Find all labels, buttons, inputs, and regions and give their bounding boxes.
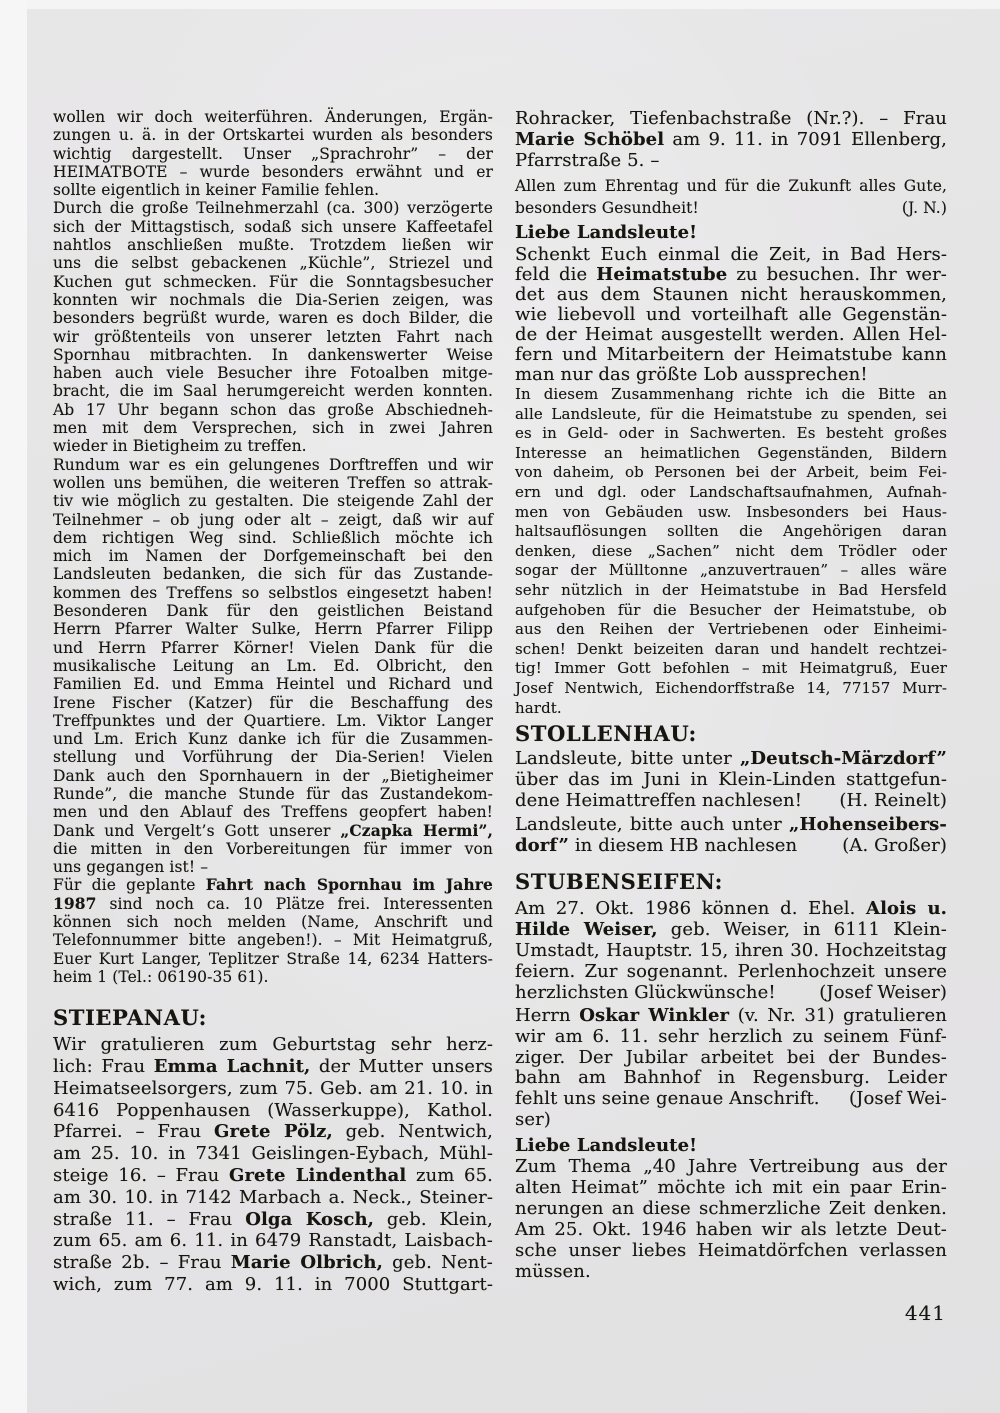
paragraph [53,1034,493,1296]
text-line: Am 27. Okt. 1986 können d. Ehel. Alois u. [515,898,948,920]
text-line: sche unser liebes Heimatdörfchen verlassen [515,1239,947,1261]
text-line: fehlt uns seine genaue Anschrift. (Josef Wei- [515,1088,947,1110]
text-line: alle Landsleute, für die Heimatstube zu spenden, sei [515,404,947,423]
paragraph [53,199,493,455]
text-line: aus den Reihen der Vertriebenen oder Einheimi- [515,620,947,639]
text-line: Zum Thema „40 Jahre Vertreibung aus der [515,1155,947,1177]
text-line: schen! Denkt beizeiten daran und handelt rechtzei- [515,639,947,658]
text-line: Durch die große Teilnehmerzahl (ca. 300) verzögerte [53,199,493,218]
text-line: uns gegangen ist! – [53,858,209,877]
text-line: und Herrn Pfarrer Körner! Vielen Dank für die [53,638,493,657]
text-line: straße 11. – Frau Olga Kosch, geb. Klein, [53,1208,493,1230]
text-line: men und den Ablauf des Treffens geopfert haben! [53,803,493,822]
text-line: können sich noch melden (Name, Anschrift und [53,913,493,932]
text-line: und Lm. Erich Kunz danke ich für die Zusammen- [53,730,493,749]
text-line: Hilde Weiser, geb. Weiser, in 6111 Klein- [515,919,947,941]
text-line: de der Heimat ausgestellt werden. Allen Hel- [515,324,947,345]
text-line: Irene Fischer (Katzer) für die Beschaffung des [53,693,493,712]
text-line: haltsauflösungen sollten die Angehörigen daran [515,522,947,541]
paragraph [53,108,493,199]
text-line: Besonderen Dank für den geistlichen Beistand [53,602,493,621]
text-line: Rundum war es ein gelungenes Dorftreffen und wir [53,455,493,474]
text-line: Schenkt Euch einmal die Zeit, in Bad Hers- [515,244,947,265]
text-line: über das im Juni in Klein-Linden stattgefun- [515,769,947,791]
text-line: Spornhau mitbrachten. In dankenswerter Weise [53,345,493,364]
text-line: Am 25. Okt. 1946 haben wir als letzte Deut- [515,1218,947,1240]
text-line: die mitten in den Vorbereitungen für immer von [53,839,493,858]
text-line: Runde”, die manche Stunde für das Zustandekom- [53,784,493,803]
text-line: nerungen an diese schmerzliche Zeit denken. [515,1197,947,1219]
column-right [515,108,947,1282]
text-line: Marie Schöbel am 9. 11. in 7091 Ellenberg, [515,129,947,150]
text-line: Kuchen gut schmecken. Für die Sonntagsbesucher [53,272,493,291]
text-line: Josef Nentwich, Eichendorffstraße 14, 77157 Murr- [515,678,947,697]
text-line: In diesem Zusammenhang richte ich die Bitte an [515,385,947,403]
text-line: dem richtigen Weg sind. Schließlich möchte ich [53,528,493,547]
text-line: herzlichsten Glückwünsche! (Josef Weiser) [515,982,947,1004]
text-line: tiv wie möglich zu gestalten. Die steigende Zahl der [53,492,493,511]
text-line: am 30. 10. in 7142 Marbach a. Neck., Steiner- [53,1186,493,1208]
text-line: feld die Heimatstube zu besuchen. Ihr wer- [515,264,947,285]
text-line: wollen uns bemühen, die weiteren Treffen so attrak- [53,473,493,492]
text-line: Treffpunktes und der Quartiere. Lm. Viktor Langer [53,711,493,730]
paragraph [515,1006,947,1131]
text-line: Dank und Vergelt’s Gott unserer „Czapka Hermi”, [53,820,493,840]
text-line: wichtig dargestellt. Unser „Sprachrohr” – der [53,144,493,163]
text-line: Liebe Landsleute! [515,1134,698,1156]
section-heading: STIEPANAU: [53,1005,207,1031]
text-line: kommen des Treffens so selbstlos eingesetzt haben! [53,583,493,602]
text-line: nahtlos anschließen mußte. Trotzdem ließen wir [53,236,493,255]
section-heading: STOLLENHAU: [515,721,697,747]
text-line: Für die geplante Fahrt nach Spornhau im Jahre [53,875,493,895]
text-line: wollen wir doch weiterführen. Änderungen, Ergän- [53,108,493,126]
text-line: Pfarrei. – Frau Grete Pölz, geb. Nentwich, [53,1121,494,1143]
text-line: Ab 17 Uhr begann schon das große Abschiedneh- [53,400,493,419]
text-line: HEIMATBOTE – wurde besonders erwähnt und er [53,162,493,181]
text-line: besonders begrüßt wurde, waren es doch Bilder, die [53,309,493,328]
text-line: bahn am Bahnhof in Regensburg. Leider [515,1067,947,1089]
text-line: steige 16. – Frau Grete Lindenthal zum 65. [53,1165,493,1187]
text-line: wich, zum 77. am 9. 11. in 7000 Stuttgart- [53,1274,493,1296]
text-line: Landsleute, bitte unter „Deutsch-Märzdorf” [515,748,947,770]
paragraph [515,748,947,811]
text-line: es in Geld- oder in Sachwerten. Es besteht großes [515,424,947,443]
text-line: men von Gebäuden usw. Insbesonders bei Haus- [515,502,947,521]
text-line: Heimatseelsorgers, zum 75. Geb. am 21. 10. in [53,1077,493,1099]
text-line: 6416 Poppenhausen (Wasserkuppe), Kathol. [53,1099,493,1121]
text-line: Herrn Pfarrer Walter Sulke, Herrn Pfarrer Filipp [53,620,493,639]
text-line: von daheim, ob Personen bei der Arbeit, beim Fei- [515,463,947,482]
text-line: feiern. Zur sogenannt. Perlenhochzeit unsere [515,961,947,983]
text-line: Dank auch den Spornhauern in der „Bietigheimer [53,766,493,785]
text-line: dene Heimattreffen nachlesen! (H. Reinelt) [515,790,947,812]
text-line: Teilnehmer – ob jung oder alt – zeigt, daß wir auf [53,510,493,529]
text-line: wir größtenteils von unserer letzten Fahrt nach [53,327,493,346]
text-line: Pfarrstraße 5. – [515,150,660,171]
text-line: am 25. 10. in 7341 Geislingen-Eybach, Mühl- [53,1143,493,1165]
text-line: lich: Frau Emma Lachnit, der Mutter unsers [53,1056,493,1078]
text-line: sogar der Mülltonne „anzuvertrauen” – alles wäre [515,561,947,580]
text-line: Umstadt, Hauptstr. 15, ihren 30. Hochzeitstag [515,940,947,962]
text-line: mich im Namen der Dorfgemeinschaft bei den [53,547,493,566]
paragraph [515,176,947,219]
text-line: Liebe Landsleute! [515,222,698,243]
text-line: uns die selbst gebackenen „Küchle”, Striezel und [53,254,493,273]
text-line: ser) [515,1109,551,1131]
text-line: dorf” in diesem HB nachlesen (A. Großer) [515,835,947,857]
text-line: men mit dem Versprechen, sich in zwei Jahren [53,419,493,438]
text-line: Rohracker, Tiefenbachstraße (Nr.?). – Frau [515,108,947,129]
text-line: haben auch viele Besucher ihre Fotoalben mitge- [53,364,493,383]
paragraph [515,385,947,718]
paragraph [515,108,947,171]
text-line: Herrn Oskar Winkler (v. Nr. 31) gratulieren [515,1005,947,1027]
page-number: 441 [904,1301,946,1325]
text-line: wir am 6. 11. sehr herzlich zu seinem Fünf- [515,1025,947,1047]
paragraph [515,222,947,243]
paragraph [515,1135,947,1156]
text-line: hardt. [515,698,562,717]
text-line: ern und dgl. oder Landschaftsaufnahmen, Aufnah- [515,482,947,501]
text-line: Interesse an heimatlichen Gegenständen, Bildern [515,443,947,462]
paragraph [53,456,493,877]
text-line: det aus dem Staunen nicht herauskommen, [515,284,947,305]
text-line: man nur das größte Lob aussprechen! [515,364,868,385]
text-line: Telefonnummer bitte angeben!). – Mit Heimatgruß, [53,931,493,950]
paragraph [515,1156,947,1282]
text-line: stellung und Vorführung der Dia-Serien! Vielen [53,748,493,767]
text-line: alten Heimat” möchte ich mit ein paar Erin- [515,1176,947,1198]
text-line: Familien Ed. und Emma Heintel und Richard und [53,675,493,694]
text-line: wieder in Bietigheim zu treffen. [53,437,307,456]
text-line: konnten wir nochmals die Dia-Serien zeigen, was [53,290,493,309]
section-heading: STUBENSEIFEN: [515,869,723,895]
text-line: zum 65. am 6. 11. in 6479 Ranstadt, Laisbach- [53,1230,493,1252]
text-line: sich der Mittagstisch, sodaß sich unsere Kaffeetafel [53,217,493,236]
column-left [53,108,493,1296]
text-line: besonders Gesundheit! (J. N.) [515,198,947,217]
text-line: Allen zum Ehrentag und für die Zukunft alles Gute, [515,177,947,195]
text-line: müssen. [515,1260,591,1282]
text-line: tig! Immer Gott befohlen – mit Heimatgruß, Euer [515,659,947,678]
text-line: Wir gratulieren zum Geburtstag sehr herz- [53,1034,493,1056]
paragraph [515,245,947,385]
text-line: bracht, die im Saal herumgereicht werden konnten. [53,382,493,401]
scan-edge-left [0,0,27,1413]
scan-edge-top [0,0,1000,9]
text-line: sollte eigentlich in keiner Familie fehlen. [53,181,380,200]
text-line: Landsleute, bitte auch unter „Hohenseibers- [515,814,947,836]
text-line: fern und Mitarbeitern der Heimatstube kann [515,344,947,365]
text-line: Euer Kurt Langer, Teplitzer Straße 14, 6234 Hatters- [53,949,493,968]
text-line: musikalische Leitung an Lm. Ed. Olbricht, den [53,656,493,675]
text-line: sehr nützlich in der Heimatstube in Bad Hersfeld [515,580,947,599]
paragraph [515,898,947,1003]
text-line: denken, diese „Sachen” nicht dem Trödler oder [515,541,947,560]
text-line: 1987 sind noch ca. 10 Plätze frei. Interessenten [53,893,493,913]
paragraph [53,876,493,986]
text-line: straße 2b. – Frau Marie Olbrich, geb. Nent- [53,1252,493,1274]
text-line: zungen u. ä. in der Ortskartei wurden als besonders [53,126,493,145]
text-line: aufgehoben für die Besucher der Heimatstube, ob [515,600,947,619]
text-line: ziger. Der Jubilar arbeitet bei der Bundes- [515,1046,947,1068]
paragraph [515,814,947,856]
text-line: Landsleuten bedanken, die sich für das Zustande- [53,565,493,584]
text-line: heim 1 (Tel.: 06190-35 61). [53,967,269,986]
text-line: wie liebevoll und vorteilhaft alle Gegenstän- [515,304,947,325]
